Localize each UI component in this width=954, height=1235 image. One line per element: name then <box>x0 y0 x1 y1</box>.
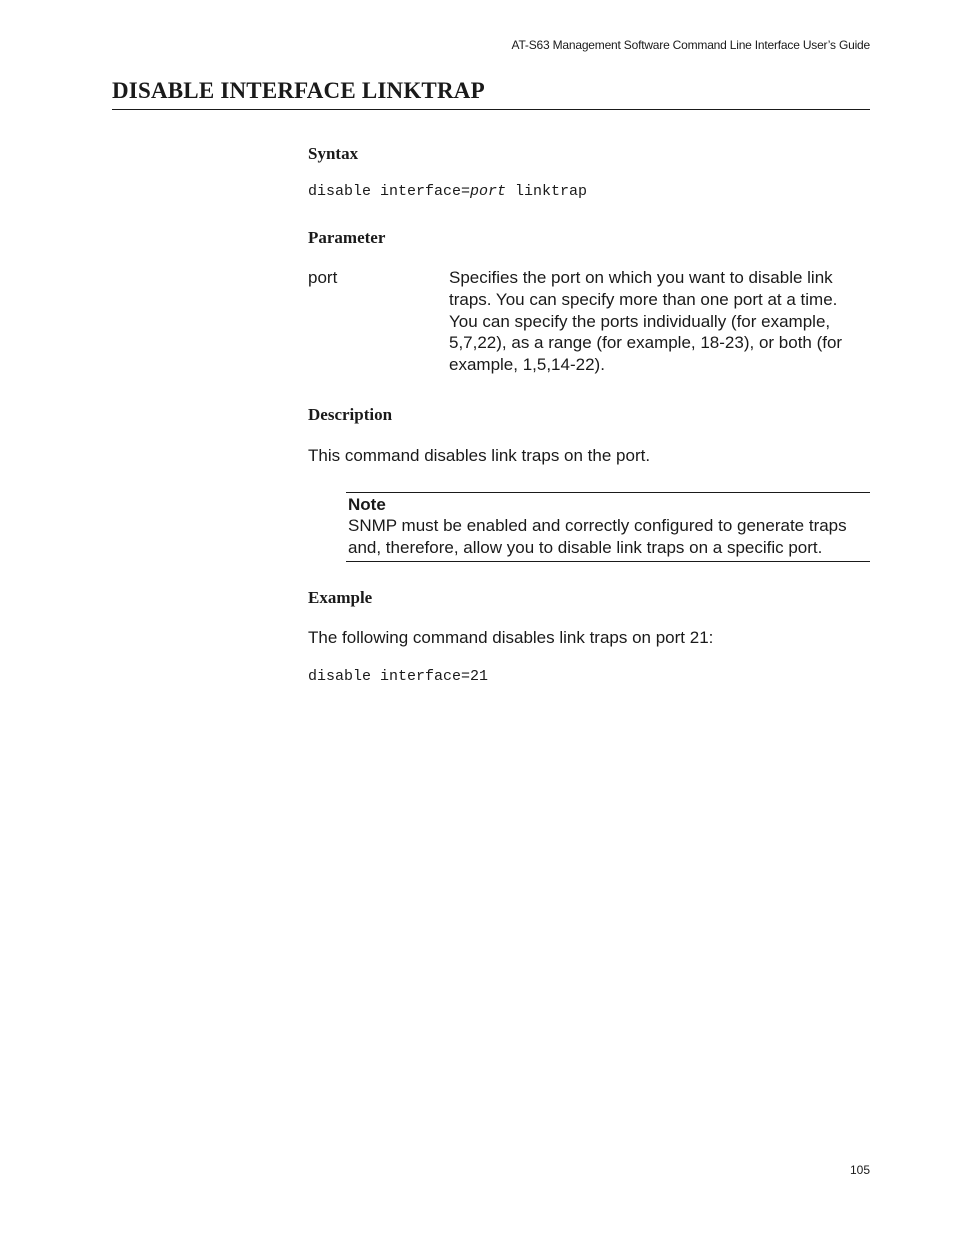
syntax-heading: Syntax <box>308 144 359 163</box>
note-box <box>346 492 870 562</box>
syntax-command-prefix: disable interface= <box>308 183 471 200</box>
note-text <box>348 515 870 559</box>
note-line: and, therefore, allow you to disable link traps on a specific port. <box>348 538 823 557</box>
description-text: This command disables link traps on the port. <box>308 446 651 465</box>
note-label: Note <box>348 495 386 514</box>
page-title: DISABLE INTERFACE LINKTRAP <box>112 78 485 103</box>
note-line: SNMP must be enabled and correctly configured to generate traps <box>348 516 847 535</box>
parameter-description-line: 5,7,22), as a range (for example, 18-23), or both (for <box>449 333 843 353</box>
running-header: AT-S63 Management Software Command Line Interface User’s Guide <box>511 38 870 52</box>
parameter-description <box>449 267 864 376</box>
parameter-description-line: example, 1,5,14-22). <box>449 355 605 375</box>
page-number: 105 <box>849 1163 870 1177</box>
syntax-command-suffix: linktrap <box>506 183 588 200</box>
example-heading: Example <box>308 588 373 607</box>
parameter-description-line: traps. You can specify more than one port at a time. <box>449 289 838 309</box>
title-rule <box>112 109 870 110</box>
example-command: disable interface=21 <box>308 668 489 685</box>
description-heading: Description <box>308 405 393 424</box>
example-text: The following command disables link traps on port 21: <box>308 628 714 647</box>
parameter-description-line: You can specify the ports individually (for example, <box>449 311 831 331</box>
parameter-heading: Parameter <box>308 228 386 247</box>
parameter-description-line: Specifies the port on which you want to disable link <box>449 268 833 287</box>
parameter-name: port <box>308 268 338 287</box>
syntax-command-arg: port <box>470 183 507 200</box>
syntax-command <box>308 183 587 200</box>
